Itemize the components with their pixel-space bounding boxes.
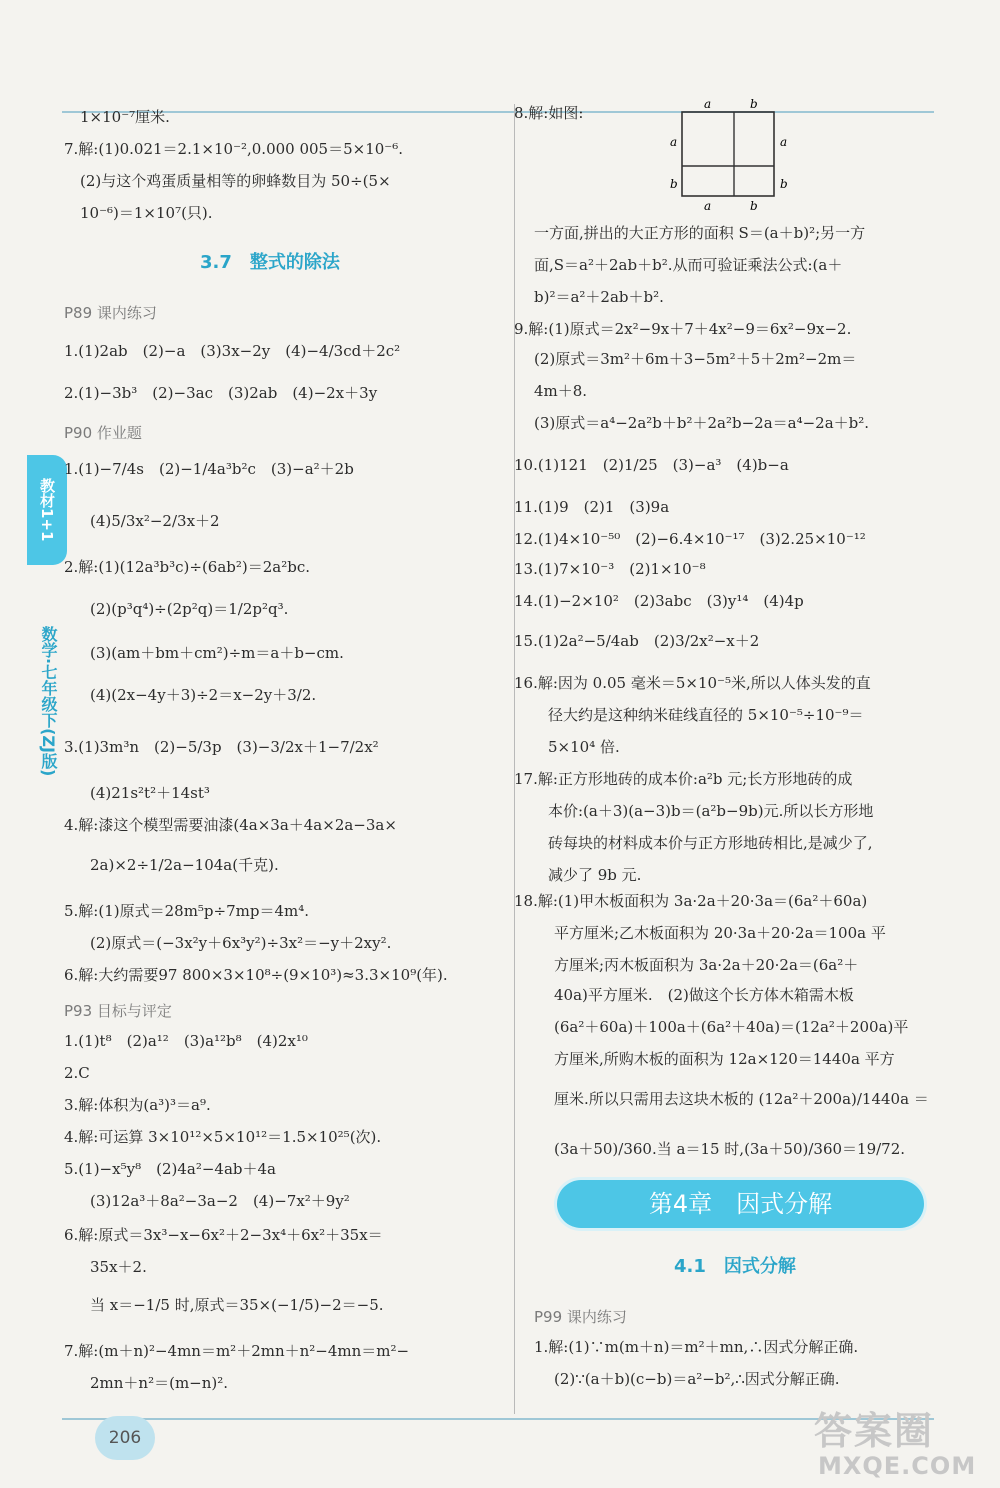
answer-line: 2.C — [64, 1064, 90, 1082]
answer-line: (3)(am＋bm＋cm²)÷m＝a＋b−cm. — [90, 644, 344, 662]
answer-line: (2)原式＝3m²＋6m＋3−5m²＋5＋2m²−2m＝ — [534, 350, 857, 368]
answer-line: b)²＝a²＋2ab＋b². — [534, 288, 664, 306]
answer-line: 5×10⁴ 倍. — [548, 738, 620, 756]
answer-line: (3a＋50)/360.当 a＝15 时,(3a＋50)/360＝19/72. — [554, 1140, 906, 1158]
answer-line: (4)5/3x²−2/3x＋2 — [90, 512, 220, 530]
answer-line: 8.解:如图: — [514, 104, 584, 122]
answer-line: 4m＋8. — [534, 382, 588, 400]
answer-line: 平方厘米;乙木板面积为 20·3a＋20·2a＝100a 平 — [554, 924, 886, 942]
answer-line: (3)原式＝a⁴−2a²b＋b²＋2a²b−2a＝a⁴−2a＋b². — [534, 414, 870, 432]
answer-line: 本价:(a＋3)(a−3)b＝(a²b−9b)元.所以长方形地 — [548, 802, 874, 820]
answer-line: (4)(2x−4y＋3)÷2＝x−2y＋3/2. — [90, 686, 317, 704]
answer-line: 面,S＝a²＋2ab＋b².从而可验证乘法公式:(a＋ — [534, 256, 843, 274]
answer-line: 10.(1)121 (2)1/25 (3)−a³ (4)b−a — [514, 456, 789, 474]
answer-line: 4.解:漆这个模型需要油漆(4a×3a＋4a×2a−3a× — [64, 816, 397, 834]
answer-line: 11.(1)9 (2)1 (3)9a — [514, 498, 670, 516]
answer-line: 10⁻⁶)＝1×10⁷(只). — [80, 204, 213, 222]
figure-label: a — [670, 135, 678, 149]
top-rule — [62, 111, 934, 113]
answer-line: 3.解:体积为(a³)³＝a⁹. — [64, 1096, 211, 1114]
figure-label: a — [704, 97, 712, 111]
answer-line: 减少了 9b 元. — [548, 866, 642, 884]
figure-label: b — [670, 177, 678, 191]
watermark — [800, 1400, 1000, 1488]
subsection-heading: P89 课内练习 — [64, 304, 157, 322]
answer-line: 砖每块的材料成本价与正方形地砖相比,是减少了, — [548, 834, 873, 852]
answer-line: 15.(1)2a²−5/4ab (2)3/2x²−x＋2 — [514, 632, 760, 650]
answer-line: 17.解:正方形地砖的成本价:a²b 元;长方形地砖的成 — [514, 770, 853, 788]
answer-line: 径大约是这种纳米硅线直径的 5×10⁻⁵÷10⁻⁹＝ — [548, 706, 864, 724]
column-divider — [514, 104, 515, 1414]
watermark-logo: 答案圈 — [814, 1409, 935, 1453]
answer-line: 14.(1)−2×10² (2)3abc (3)y¹⁴ (4)4p — [514, 592, 804, 610]
answer-line: 13.(1)7×10⁻³ (2)1×10⁻⁸ — [514, 560, 706, 578]
answer-line: 7.解:(m＋n)²−4mn＝m²＋2mn＋n²−4mn＝m²− — [64, 1342, 410, 1360]
subsection-heading: P93 目标与评定 — [64, 1002, 172, 1020]
side-tab-subject: 数学·七年级下(ZJ版) — [39, 625, 58, 777]
answer-line: 方厘米,所购木板的面积为 12a×120＝1440a 平方 — [554, 1050, 895, 1068]
answer-line: 6.解:大约需要97 800×3×10⁸÷(9×10³)≈3.3×10⁹(年). — [64, 966, 448, 984]
answer-line: (6a²＋60a)＋100a＋(6a²＋40a)＝(12a²＋200a)平 — [554, 1018, 909, 1036]
answer-line: 5.解:(1)原式＝28m⁵p÷7mp＝4m⁴. — [64, 902, 310, 920]
answer-line: 3.(1)3m³n (2)−5/3p (3)−3/2x＋1−7/2x² — [64, 738, 379, 756]
watermark-url: MXQE.COM — [818, 1452, 977, 1480]
square-figure — [664, 96, 794, 216]
answer-line: 1.(1)−7/4s (2)−1/4a³b²c (3)−a²＋2b — [64, 460, 354, 478]
answer-line: 1.解:(1)∵m(m＋n)＝m²＋mn,∴因式分解正确. — [534, 1338, 859, 1356]
answer-line: 2a)×2÷1/2a−104a(千克). — [90, 856, 279, 874]
answer-line: 当 x＝−1/5 时,原式＝35×(−1/5)−2＝−5. — [90, 1296, 384, 1314]
answer-line: 一方面,拼出的大正方形的面积 S＝(a＋b)²;另一方 — [534, 224, 866, 242]
answer-line: 2mn＋n²＝(m−n)². — [90, 1374, 229, 1392]
figure-label: a — [704, 199, 712, 213]
answer-line: (3)12a³＋8a²−3a−2 (4)−7x²＋9y² — [90, 1192, 350, 1210]
answer-line: 6.解:原式＝3x³−x−6x²＋2−3x⁴＋6x²＋35x＝ — [64, 1226, 383, 1244]
section-heading: 4.1 因式分解 — [674, 1256, 796, 1277]
subsection-heading: P99 课内练习 — [534, 1308, 627, 1326]
answer-line: 方厘米;丙木板面积为 3a·2a＋20·2a＝(6a²＋ — [554, 956, 859, 974]
answer-line: 1×10⁻⁷厘米. — [80, 108, 170, 126]
figure-label: b — [750, 97, 758, 111]
answer-line: 厘米.所以只需用去这块木板的 (12a²＋200a)/1440a ＝ — [554, 1090, 929, 1108]
answer-line: 2.解:(1)(12a³b³c)÷(6ab²)＝2a²bc. — [64, 558, 311, 576]
answer-line: 5.(1)−x⁵y⁸ (2)4a²−4ab＋4a — [64, 1160, 276, 1178]
figure-label: b — [780, 177, 788, 191]
answer-line: 16.解:因为 0.05 毫米＝5×10⁻⁵米,所以人体头发的直 — [514, 674, 871, 692]
subsection-heading: P90 作业题 — [64, 424, 142, 442]
answer-line: (2)原式＝(−3x²y＋6x³y²)÷3x²＝−y＋2xy². — [90, 934, 392, 952]
chapter-banner: 第4章 因式分解 — [557, 1180, 924, 1228]
answer-line: 1.(1)t⁸ (2)a¹² (3)a¹²b⁸ (4)2x¹⁰ — [64, 1032, 308, 1050]
answer-line: 35x＋2. — [90, 1258, 147, 1276]
answer-line: 40a)平方厘米. (2)做这个长方体木箱需木板 — [554, 986, 854, 1004]
answer-line: 2.(1)−3b³ (2)−3ac (3)2ab (4)−2x＋3y — [64, 384, 378, 402]
figure-label: a — [780, 135, 788, 149]
side-tab-book: 教材1+1 — [27, 455, 67, 565]
answer-line: 18.解:(1)甲木板面积为 3a·2a＋20·3a＝(6a²＋60a) — [514, 892, 868, 910]
answer-line: 9.解:(1)原式＝2x²−9x＋7＋4x²−9＝6x²−9x−2. — [514, 320, 852, 338]
answer-line: 12.(1)4×10⁻⁵⁰ (2)−6.4×10⁻¹⁷ (3)2.25×10⁻¹² — [514, 530, 866, 548]
section-heading: 3.7 整式的除法 — [200, 252, 340, 273]
answer-line: (2)与这个鸡蛋质量相等的卵蜂数目为 50÷(5× — [80, 172, 391, 190]
page-number: 206 — [95, 1416, 155, 1460]
answer-line: 4.解:可运算 3×10¹²×5×10¹²＝1.5×10²⁵(次). — [64, 1128, 382, 1146]
figure-label: b — [750, 199, 758, 213]
answer-line: (2)(p³q⁴)÷(2p²q)＝1/2p²q³. — [90, 600, 289, 618]
answer-line: 7.解:(1)0.021＝2.1×10⁻²,0.000 005＝5×10⁻⁶. — [64, 140, 404, 158]
answer-line: 1.(1)2ab (2)−a (3)3x−2y (4)−4/3cd＋2c² — [64, 342, 401, 360]
answer-line: (2)∵(a＋b)(c−b)＝a²−b²,∴因式分解正确. — [554, 1370, 840, 1388]
answer-line: (4)21s²t²＋14st³ — [90, 784, 210, 802]
